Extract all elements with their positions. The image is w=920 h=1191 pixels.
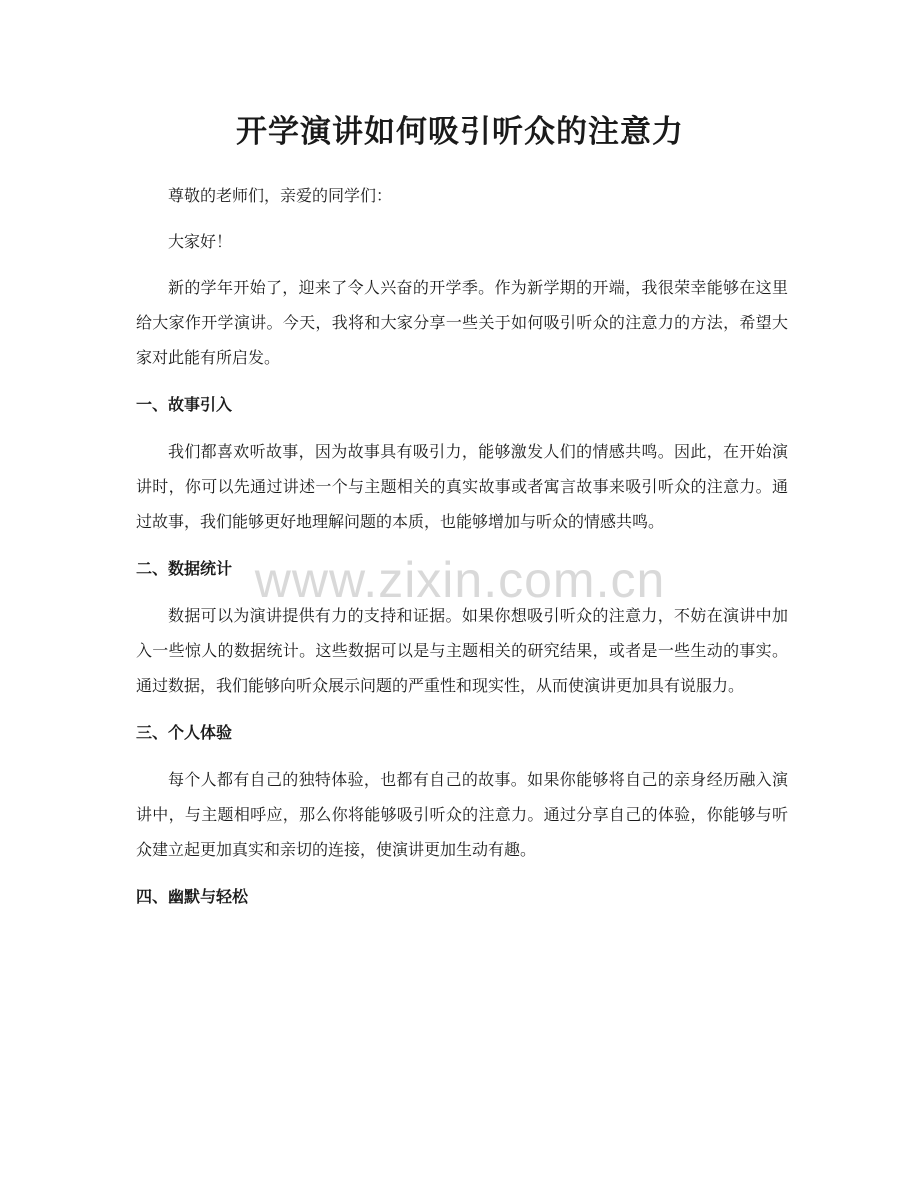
section-heading-experience: 三、个人体验 — [136, 723, 233, 742]
section-text-story: 我们都喜欢听故事，因为故事具有吸引力，能够激发人们的情感共鸣。因此，在开始演讲时，你可以先通过讲述一个与主题相关的真实故事或者寓言故事来吸引听众的注意力。通过故事，我们能够更好地理解问题的本质，也能够增加与听众的情感共鸣。 — [136, 442, 788, 531]
section-heading-story: 一、故事引入 — [136, 395, 233, 414]
section-text-data: 数据可以为演讲提供有力的支持和证据。如果你想吸引听众的注意力，不妨在演讲中加入一些惊人的数据统计。这些数据可以是与主题相关的研究结果，或者是一些生动的事实。通过数据，我们能够向听众展示问题的严重性和现实性，从而使演讲更加具有说服力。 — [136, 606, 788, 695]
document-body — [136, 178, 788, 926]
intro-paragraph: 新的学年开始了，迎来了令人兴奋的开学季。作为新学期的开端，我很荣幸能够在这里给大家作开学演讲。今天，我将和大家分享一些关于如何吸引听众的注意力的方法，希望大家对此能有所启发。 — [136, 278, 788, 367]
section-heading-data: 二、数据统计 — [136, 559, 233, 578]
hello-paragraph: 大家好！ — [168, 232, 233, 251]
section-heading-humor: 四、幽默与轻松 — [136, 887, 249, 906]
page-title: 开学演讲如何吸引听众的注意力 — [236, 114, 684, 150]
greeting-paragraph: 尊敬的老师们，亲爱的同学们： — [168, 186, 393, 205]
section-text-experience: 每个人都有自己的独特体验，也都有自己的故事。如果你能够将自己的亲身经历融入演讲中，与主题相呼应，那么你将能够吸引听众的注意力。通过分享自己的体验，你能够与听众建立起更加真实和亲切的连接，使演讲更加生动有趣。 — [136, 770, 788, 859]
watermark-text: www.zixin.com.cn — [254, 552, 666, 608]
